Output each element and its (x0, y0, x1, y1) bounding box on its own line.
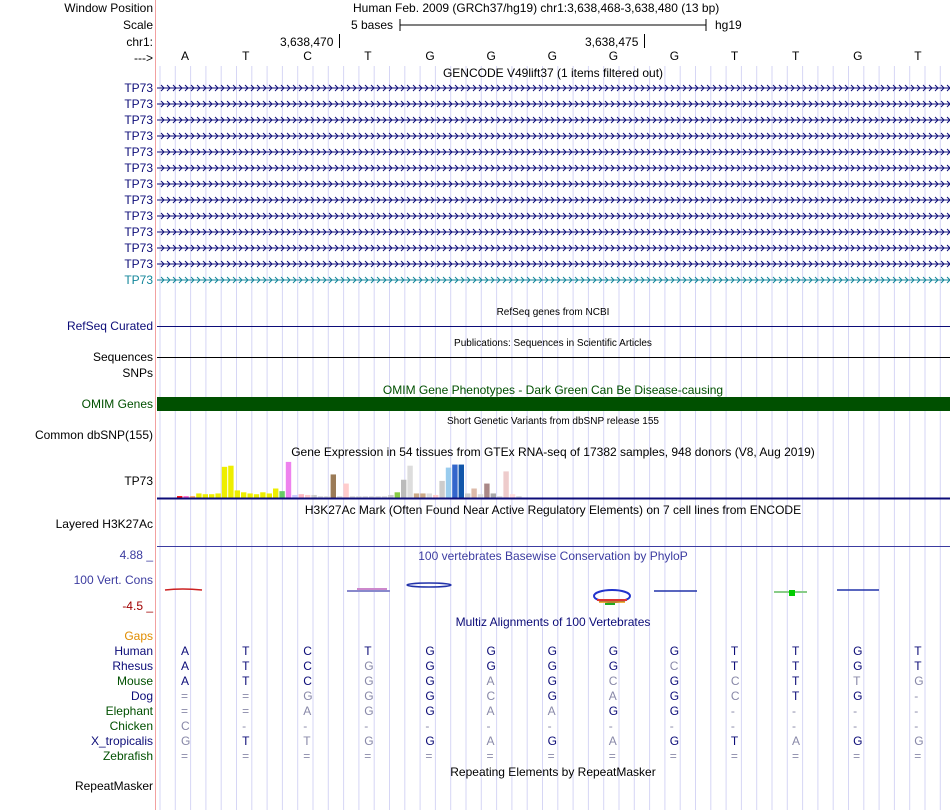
gencode-transcript-line[interactable] (157, 98, 950, 110)
alignment-base: G (669, 704, 680, 718)
alignment-base: T (242, 674, 250, 688)
alignment-base: G (853, 689, 863, 703)
alignment-base: - (730, 704, 735, 718)
alignment-base: A (181, 659, 190, 673)
phylop-track-title[interactable]: 100 vertebrates Basewise Conservation by PhyloP (418, 549, 688, 563)
alignment-base: G (425, 734, 435, 748)
gtex-tissue-bar[interactable] (471, 489, 476, 499)
alignment-base: G (364, 659, 374, 673)
gtex-tissue-bar[interactable] (215, 493, 220, 498)
strand-arrow-label: ---> (134, 51, 153, 65)
gencode-transcript-label[interactable]: TP73 (124, 81, 153, 95)
alignment-base: - (730, 719, 735, 733)
gencode-transcript-label[interactable]: TP73 (124, 113, 153, 127)
alignment-base: G (608, 659, 619, 673)
gtex-tissue-bar[interactable] (235, 490, 240, 498)
alignment-base: A (547, 704, 556, 718)
alignment-base: T (914, 659, 922, 673)
alignment-base: G (669, 734, 680, 748)
alignment-base: G (914, 734, 924, 748)
alignment-base: C (669, 659, 679, 673)
reference-base: G (853, 49, 863, 63)
alignment-base: G (425, 659, 435, 673)
alignment-base: G (853, 644, 863, 658)
gtex-tissue-bar[interactable] (395, 492, 400, 498)
repeatmasker-label[interactable]: RepeatMasker (74, 779, 153, 793)
gencode-transcript-label[interactable]: TP73 (124, 177, 153, 191)
gtex-tissue-bar[interactable] (452, 465, 457, 498)
alignment-base: - (914, 689, 919, 703)
alignment-base: G (608, 644, 619, 658)
alignment-base: A (486, 734, 495, 748)
alignment-base: T (242, 644, 250, 658)
gtex-gene-label[interactable]: TP73 (124, 474, 153, 488)
alignment-base: T (303, 734, 311, 748)
gtex-track-title[interactable]: Gene Expression in 54 tissues from GTEx RNA-seq of 17382 samples, 948 donors (V8, Aug 2019) (291, 445, 815, 459)
gencode-transcript-label[interactable]: TP73 (124, 145, 153, 159)
alignment-base: T (730, 644, 739, 658)
gtex-tissue-bar[interactable] (343, 484, 348, 498)
gtex-tissue-bar[interactable] (209, 494, 214, 498)
species-label[interactable]: Dog (130, 689, 153, 703)
gencode-transcript-line[interactable] (157, 114, 950, 126)
gencode-transcript-label[interactable]: TP73 (124, 225, 153, 239)
gencode-transcript-label[interactable]: TP73 (124, 273, 153, 287)
gencode-transcript-line[interactable] (157, 146, 950, 158)
gencode-track-title[interactable]: GENCODE V49lift37 (1 items filtered out) (442, 66, 664, 80)
alignment-base: G (425, 704, 435, 718)
reference-base: C (303, 49, 312, 63)
gencode-transcript-line[interactable] (157, 226, 950, 238)
alignment-base: G (547, 734, 557, 748)
gtex-tissue-bar[interactable] (299, 494, 304, 498)
publications-track-title[interactable]: Publications: Sequences in Scientific Articles (454, 338, 652, 349)
species-label[interactable]: X_tropicalis (90, 734, 153, 748)
alignment-base: A (303, 704, 312, 718)
gtex-tissue-bar[interactable] (222, 467, 227, 498)
alignment-base: A (181, 674, 190, 688)
reference-base: T (242, 49, 250, 63)
gtex-tissue-bar[interactable] (273, 489, 278, 499)
alignment-base: T (242, 734, 250, 748)
alignment-base: G (547, 689, 557, 703)
gtex-tissue-bar[interactable] (414, 493, 419, 498)
species-label[interactable]: Zebrafish (102, 749, 153, 763)
refseq-track-title[interactable]: RefSeq genes from NCBI (496, 307, 610, 318)
alignment-base: - (669, 719, 674, 733)
alignment-base: = (181, 704, 189, 718)
gtex-tissue-bar[interactable] (196, 493, 201, 498)
gtex-tissue-bar[interactable] (446, 468, 451, 498)
alignment-base: = (669, 749, 677, 763)
phylop-min-label: -4.5 _ (122, 599, 153, 613)
dbsnp-track-title[interactable]: Short Genetic Variants from dbSNP release 155 (447, 416, 659, 427)
alignment-base: G (364, 704, 374, 718)
alignment-base: - (303, 719, 308, 733)
alignment-base: A (486, 704, 495, 718)
omim-track-title[interactable]: OMIM Gene Phenotypes - Dark Green Can Be Disease-causing (382, 383, 724, 397)
alignment-base: A (181, 644, 190, 658)
alignment-base: C (303, 659, 312, 673)
alignment-base: A (486, 674, 495, 688)
alignment-base: A (608, 689, 617, 703)
alignment-base: - (792, 719, 796, 733)
alignment-base: T (792, 674, 800, 688)
gtex-tissue-bar[interactable] (260, 492, 265, 498)
gencode-transcript-line[interactable] (157, 274, 950, 286)
coordinate-tick-2: 3,638,475 (585, 35, 639, 49)
alignment-base: - (853, 704, 858, 718)
gencode-transcript-label[interactable]: TP73 (124, 129, 153, 143)
scale-text: 5 bases (351, 18, 394, 32)
reference-base: G (486, 49, 496, 63)
alignment-base: = (486, 749, 494, 763)
alignment-base: C (181, 719, 190, 733)
alignment-base: T (242, 659, 250, 673)
species-label[interactable]: Rhesus (112, 659, 153, 673)
sequences-line[interactable] (157, 357, 950, 358)
alignment-base: A (608, 734, 617, 748)
alignment-base: G (486, 659, 496, 673)
alignment-base: G (853, 734, 863, 748)
gtex-tissue-bar[interactable] (478, 494, 483, 498)
gencode-transcript-line[interactable] (157, 130, 950, 142)
gtex-expression-chart[interactable] (157, 460, 950, 500)
gtex-tissue-bar[interactable] (491, 493, 496, 498)
alignment-base: G (669, 674, 680, 688)
alignment-base: = (364, 749, 372, 763)
position-title: Human Feb. 2009 (GRCh37/hg19) chr1:3,638,468-3,638,480 (13 bp) (353, 1, 720, 15)
gtex-tissue-bar[interactable] (279, 491, 284, 498)
alignment-base: - (608, 719, 613, 733)
alignment-base: G (669, 644, 680, 658)
gtex-tissue-bar[interactable] (420, 493, 425, 498)
reference-base: G (608, 49, 619, 63)
alignment-base: = (181, 749, 189, 763)
common-dbsnp-label[interactable]: Common dbSNP(155) (34, 428, 153, 442)
alignment-base: = (303, 749, 311, 763)
alignment-base: C (730, 674, 740, 688)
alignment-base: G (669, 689, 680, 703)
chrom-label: chr1: (126, 35, 153, 49)
gtex-tissue-bar[interactable] (286, 462, 291, 498)
alignment-base: C (730, 689, 740, 703)
reference-base: G (669, 49, 680, 63)
reference-base: G (547, 49, 557, 63)
gtex-tissue-bar[interactable] (331, 474, 336, 498)
multiz-track-title[interactable]: Multiz Alignments of 100 Vertebrates (455, 615, 651, 629)
alignment-base: C (303, 674, 312, 688)
alignment-base: A (792, 734, 801, 748)
coordinate-tick-mark-1 (339, 34, 340, 48)
species-label[interactable]: Human (114, 644, 153, 658)
gencode-transcript-line[interactable] (157, 194, 950, 206)
gencode-transcript-line[interactable] (157, 210, 950, 222)
gtex-tissue-bar[interactable] (465, 493, 470, 498)
reference-base: T (730, 49, 739, 63)
gencode-transcript-line[interactable] (157, 162, 950, 174)
alignment-base: G (303, 689, 313, 703)
species-label[interactable]: Chicken (109, 719, 153, 733)
gtex-tissue-bar[interactable] (459, 465, 464, 498)
scale-label: Scale (122, 18, 153, 32)
gtex-tissue-bar[interactable] (439, 481, 444, 498)
gaps-label[interactable]: Gaps (124, 629, 153, 643)
alignment-base: C (608, 674, 618, 688)
alignment-base: = (425, 749, 433, 763)
phylop-max-label: 4.88 _ (119, 548, 153, 562)
refseq-gene-line[interactable] (157, 326, 950, 327)
alignment-base: G (425, 689, 435, 703)
alignment-base: G (181, 734, 191, 748)
gtex-tissue-bar[interactable] (241, 492, 246, 498)
alignment-base: G (364, 689, 374, 703)
reference-base: A (181, 49, 190, 63)
gtex-tissue-bar[interactable] (228, 466, 233, 498)
alignment-base: = (242, 689, 250, 703)
alignment-base: T (792, 644, 800, 658)
gencode-transcript-label[interactable]: TP73 (124, 161, 153, 175)
gtex-tissue-bar[interactable] (247, 493, 252, 498)
gtex-tissue-bar[interactable] (427, 493, 432, 498)
h3k27ac-track-title[interactable]: H3K27Ac Mark (Often Found Near Active Regulatory Elements) on 7 cell lines from ENCODE (304, 503, 802, 517)
gencode-transcript-label[interactable]: TP73 (124, 241, 153, 255)
gencode-transcript-label[interactable]: TP73 (124, 257, 153, 271)
gtex-tissue-bar[interactable] (267, 493, 272, 498)
reference-base: T (364, 49, 372, 63)
reference-base: T (914, 49, 922, 63)
alignment-base: = (914, 749, 922, 763)
reference-base: T (792, 49, 800, 63)
sequences-label[interactable]: Sequences (92, 350, 153, 364)
alignment-base: T (792, 659, 800, 673)
alignment-base: G (914, 674, 924, 688)
alignment-base: = (730, 749, 738, 763)
alignment-base: G (364, 674, 374, 688)
species-label[interactable]: Mouse (116, 674, 153, 688)
alignment-base: - (853, 719, 858, 733)
alignment-base: = (792, 749, 800, 763)
alignment-base: T (792, 689, 800, 703)
assembly-label: hg19 (715, 18, 742, 32)
alignment-base: = (242, 704, 250, 718)
alignment-base: - (914, 704, 919, 718)
alignment-base: - (914, 719, 919, 733)
gencode-transcript-label[interactable]: TP73 (124, 209, 153, 223)
alignment-base: = (547, 749, 555, 763)
alignment-base: G (425, 674, 435, 688)
alignment-base: G (853, 659, 863, 673)
alignment-base: G (486, 644, 496, 658)
alignment-base: T (914, 644, 922, 658)
gencode-transcript-line[interactable] (157, 258, 950, 270)
alignment-base: = (242, 749, 250, 763)
phylop-track-label[interactable]: 100 Vert. Cons (73, 573, 153, 587)
gencode-transcript-line[interactable] (157, 242, 950, 254)
alignment-base: - (364, 719, 369, 733)
alignment-base: G (547, 674, 557, 688)
alignment-base: - (486, 719, 491, 733)
alignment-base: T (853, 674, 861, 688)
alignment-base: = (181, 689, 189, 703)
gtex-tissue-bar[interactable] (407, 466, 412, 498)
gencode-transcript-label[interactable]: TP73 (124, 97, 153, 111)
gencode-transcript-line[interactable] (157, 178, 950, 190)
omim-gene-bar[interactable] (157, 397, 950, 411)
alignment-base: G (608, 704, 619, 718)
alignment-base: G (425, 644, 435, 658)
alignment-base: G (547, 644, 557, 658)
refseq-curated-label[interactable]: RefSeq Curated (66, 319, 153, 333)
reference-base: G (425, 49, 435, 63)
alignment-base: T (730, 659, 739, 673)
gtex-tissue-bar[interactable] (203, 494, 208, 498)
alignment-base: = (853, 749, 861, 763)
gencode-transcript-label[interactable]: TP73 (124, 193, 153, 207)
alignment-base: G (547, 659, 557, 673)
alignment-base: C (486, 689, 496, 703)
alignment-base: G (364, 734, 374, 748)
window-position-label: Window Position (64, 1, 153, 15)
gtex-tissue-bar[interactable] (484, 484, 489, 498)
alignment-base: - (425, 719, 430, 733)
gtex-tissue-bar[interactable] (401, 480, 406, 498)
alignment-base: T (730, 734, 739, 748)
gencode-transcript-line[interactable] (157, 82, 950, 94)
coordinate-tick-mark-2 (644, 34, 645, 48)
phylop-conservation-graph[interactable] (157, 578, 950, 606)
gtex-tissue-bar[interactable] (510, 494, 515, 498)
omim-genes-label[interactable]: OMIM Genes (81, 397, 153, 411)
alignment-base: - (242, 719, 247, 733)
alignment-base: - (547, 719, 552, 733)
repeatmasker-track-title[interactable]: Repeating Elements by RepeatMasker (450, 765, 656, 779)
layered-h3k27ac-label[interactable]: Layered H3K27Ac (55, 517, 153, 531)
scale-bar (398, 17, 710, 33)
alignment-base: = (608, 749, 616, 763)
alignment-base: C (303, 644, 312, 658)
alignment-base: T (364, 644, 372, 658)
gtex-tissue-bar[interactable] (503, 471, 508, 498)
gtex-tissue-bar[interactable] (254, 494, 259, 498)
h3k27ac-baseline (157, 546, 950, 547)
species-label[interactable]: Elephant (105, 704, 153, 718)
coordinate-tick-1: 3,638,470 (280, 35, 334, 49)
alignment-base: - (792, 704, 796, 718)
snps-label[interactable]: SNPs (122, 366, 153, 380)
